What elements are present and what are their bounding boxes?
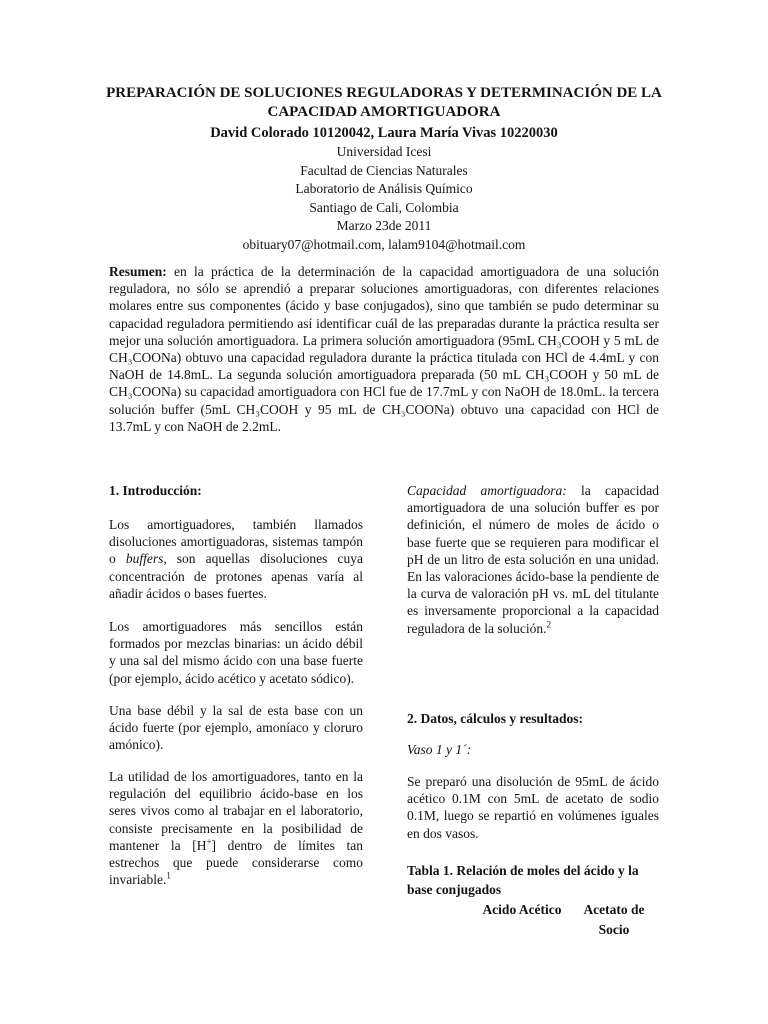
intro-paragraph-3: Una base débil y la sal de esta base con un ácido fuerte (por ejemplo, amoníaco y cloruro amónico). (109, 703, 363, 753)
city: Santiago de Cali, Colombia (309, 199, 459, 215)
abstract (109, 263, 659, 435)
preparation-paragraph: Se preparó una disolución de 95mL de ácido acético 0.1M con 5mL de acetato de sodio 0.1M, luego se repartió en volúmenes iguales en dos vasos. (407, 774, 659, 841)
vaso-subheading (407, 741, 659, 758)
intro-paragraph-2: Los amortiguadores más sencillos están formados por mezclas binarias: un ácido débil y una sal del mismo ácido con una base fuerte (por ejemplo, ácido acético y acetato sódico). (109, 619, 363, 686)
affiliation-block (90, 143, 678, 255)
intro-paragraph-1 (109, 516, 363, 602)
faculty: Facultad de Ciencias Naturales (300, 162, 468, 178)
abstract-label: Resumen: (109, 264, 167, 279)
laboratory: Laboratorio de Análisis Químico (295, 181, 473, 197)
intro-p1-text-b: , son aquellas disoluciones cuya concentración de protones apenas varía al añadir ácidos o bases fuertes. (109, 551, 363, 601)
date: Marzo 23de 2011 (336, 218, 432, 234)
authors: David Colorado 10120042, Laura María Vivas 10220030 (210, 125, 558, 141)
abstract-text: en la práctica de la determinación de la capacidad amortiguadora de una solución reguladora, no sólo se aprendió a preparar soluciones amortiguadoras, con diferentes relaciones molares entre sus componentes (ácido y base conjugados), sino que también se pudo determinar su capacidad reguladora permitiendo así identificar cuál de las preparadas durante la práctica resulta ser mejor una solución amortiguadora. La primera solución amortiguadora (95mL CH₃COOH y 5 mL de CH₃COONa) obtuvo una capacidad reguladora durante la práctica titulada con HCl de 4.4mL y con NaOH de 14.8mL. La segunda solución amortiguadora preparada (50 mL CH₃COOH y 50 mL de CH₃COONa) su capacidad amortiguadora con HCl fue de 17.7mL y con NaOH de 18.0mL. la tercera solución buffer (5mL CH₃COOH y 95 mL de CH₃COONa) obtuvo una capacidad con HCl de 13.7mL y con NaOH de 2.2mL. (109, 264, 659, 434)
section-heading-datos: 2. Datos, cálculos y resultados: (407, 711, 584, 726)
university: Universidad Icesi (336, 144, 432, 159)
capacidad-text: la capacidad amortiguadora de una solución buffer es por definición, el número de moles de ácido o base fuerte que se requieren para modificar el pH de un litro de esta solución en una unidad. En las valoraciones ácido-base la pendiente de la curva de valoración pH vs. mL del titulante es inversamente proporcional a la capacidad reguladora de la solución. (407, 483, 659, 636)
table-header-acetato: Acetato de Socio (583, 902, 645, 937)
intro-p1-italic: buffers (125, 551, 164, 567)
intro-paragraph-4 (109, 768, 363, 888)
section-heading-introduccion: 1. Introducción: (109, 483, 202, 498)
capacidad-paragraph (407, 482, 659, 637)
intro-p1-text-a: Los amortiguadores, también llamados disoluciones amortiguadoras, sistemas tampón o (109, 517, 363, 567)
capacidad-term: Capacidad amortiguadora: (407, 483, 567, 498)
superscript-plus: + (206, 836, 212, 847)
intro-p4-text-a: La utilidad de los amortiguadores, tanto en la regulación del equilibrio ácido-base en los seres vivos como al trabajar en el laboratorio, consiste precisamente en la posibilidad de mantener la [H (109, 769, 363, 853)
table-header-acido: Acido Acético (482, 902, 562, 917)
reference-2: 2 (546, 619, 551, 630)
table-caption: Tabla 1. Relación de moles del ácido y la base conjugados (407, 863, 639, 897)
reference-1: 1 (166, 870, 171, 881)
paper-title: PREPARACIÓN DE SOLUCIONES REGULADORAS Y DETERMINACIÓN DE LA CAPACIDAD AMORTIGUADORA (106, 85, 662, 120)
emails: obituary07@hotmail.com, lalam9104@hotmail.com (242, 236, 526, 252)
vaso-label: Vaso 1 y 1´: (407, 742, 472, 757)
intro-p4-text-b: ] dentro de límites tan estrechos que puede considerarse como invariable. (109, 837, 364, 888)
